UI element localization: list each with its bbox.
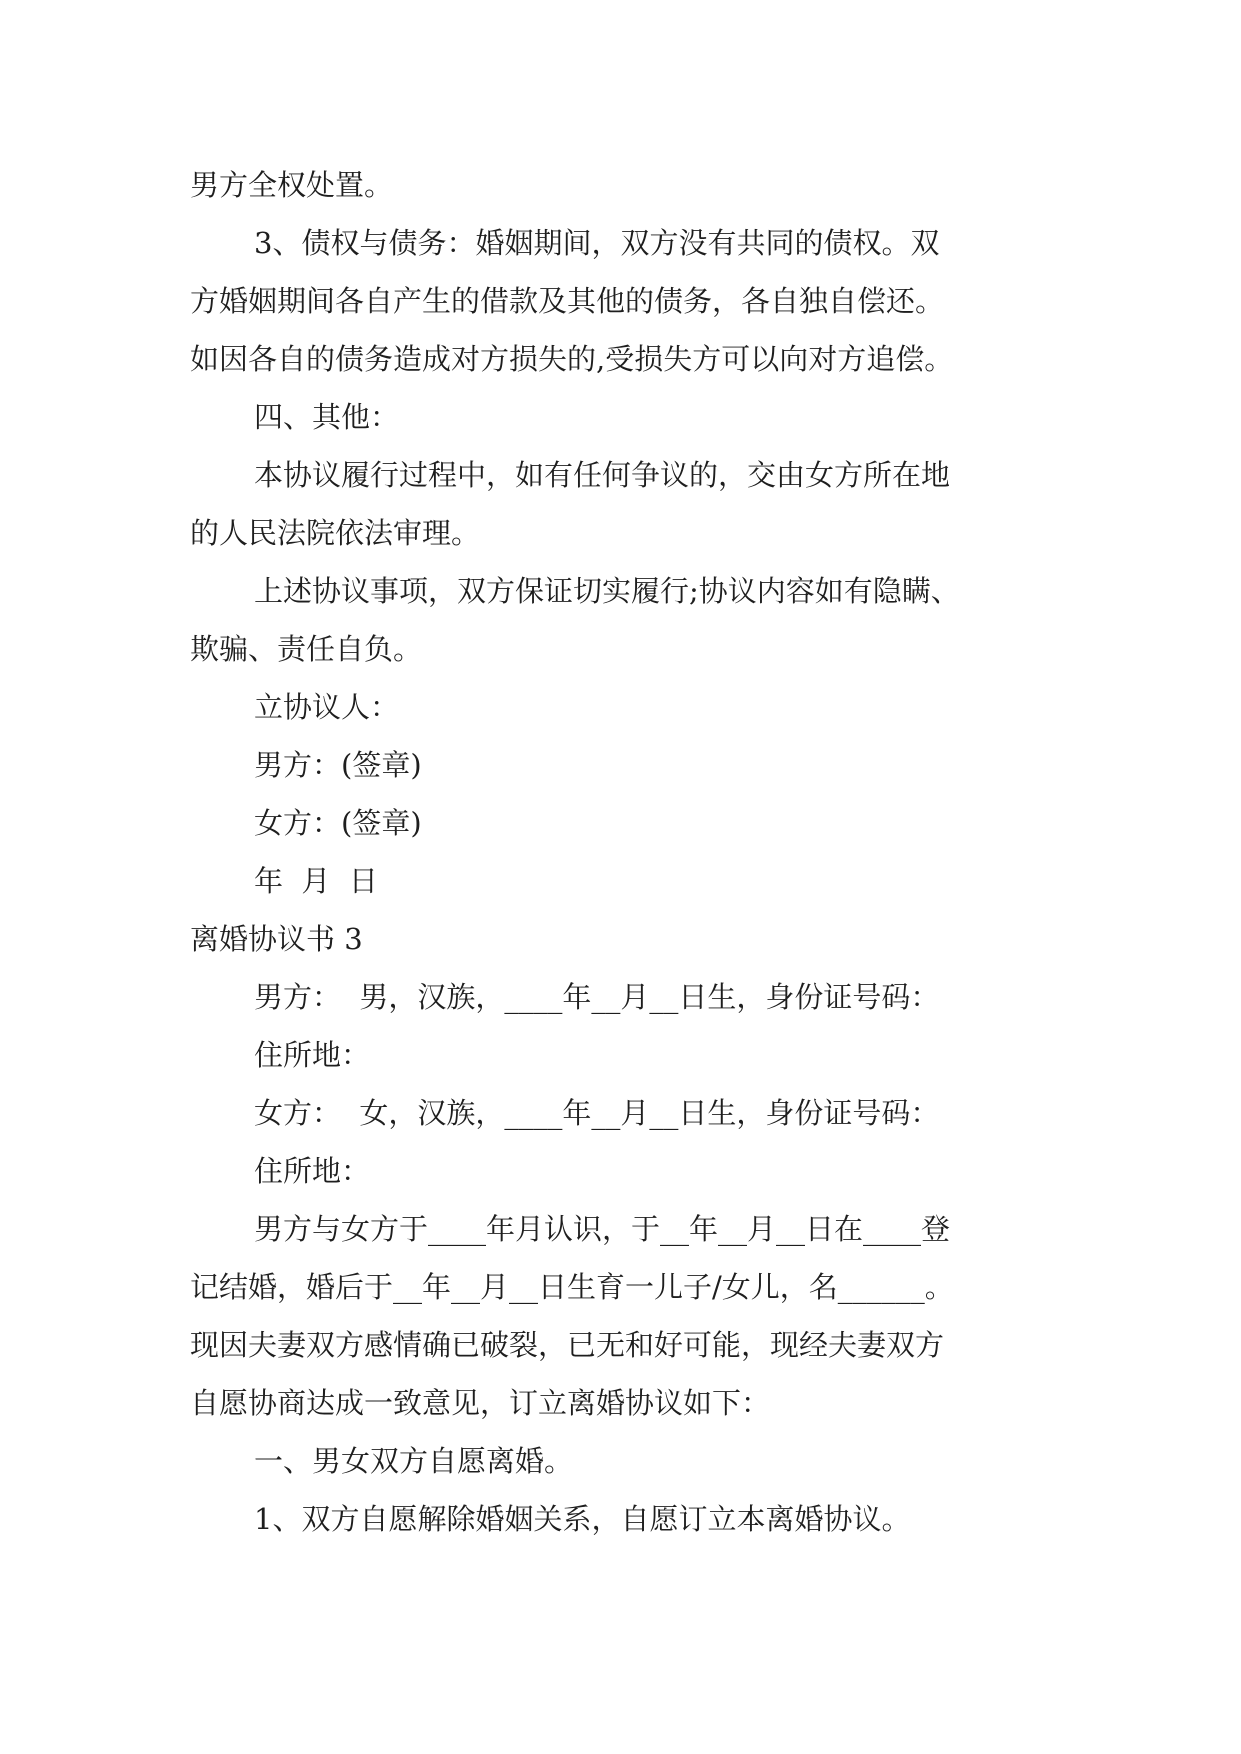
male-signature-line: 男方：(签章): [254, 748, 422, 782]
text-line: 本协议履行过程中，如有任何争议的，交由女方所在地: [254, 458, 951, 492]
female-address-label: 住所地：: [254, 1154, 371, 1188]
section-heading: 一、男女双方自愿离婚。: [254, 1444, 574, 1478]
date-line: 年 月 日: [254, 864, 378, 898]
text-line: 1、双方自愿解除婚姻关系，自愿订立本离婚协议。: [254, 1502, 911, 1536]
document-title: 离婚协议书 3: [190, 922, 363, 956]
female-signature-line: 女方：(签章): [254, 806, 422, 840]
text-line: 如因各自的债务造成对方损失的,受损失方可以向对方追偿。: [190, 342, 954, 376]
section-heading: 四、其他：: [254, 400, 400, 434]
signatories-label: 立协议人：: [254, 690, 400, 724]
text-line: 男方全权处置。: [190, 168, 394, 202]
text-line: 的人民法院依法审理。: [190, 516, 481, 550]
text-line: 欺骗、责任自负。: [190, 632, 423, 666]
text-line: 自愿协商达成一致意见，订立离婚协议如下：: [190, 1386, 771, 1420]
text-line: 现因夫妻双方感情确已破裂，已无和好可能，现经夫妻双方: [190, 1328, 945, 1362]
text-line: 方婚姻期间各自产生的借款及其他的债务，各自独自偿还。: [190, 284, 945, 318]
text-line: 男方与女方于____年月认识，于__年__月__日在____登: [254, 1212, 951, 1246]
female-party-info: 女方： 女，汉族，____年__月__日生，身份证号码：: [254, 1096, 940, 1130]
male-address-label: 住所地：: [254, 1038, 371, 1072]
text-line: 3、债权与债务：婚姻期间，双方没有共同的债权。双: [254, 226, 940, 260]
text-line: 记结婚，婚后于__年__月__日生育一儿子/女儿，名______。: [190, 1270, 954, 1304]
male-party-info: 男方： 男，汉族，____年__月__日生，身份证号码：: [254, 980, 940, 1014]
text-line: 上述协议事项，双方保证切实履行;协议内容如有隐瞒、: [254, 574, 960, 608]
